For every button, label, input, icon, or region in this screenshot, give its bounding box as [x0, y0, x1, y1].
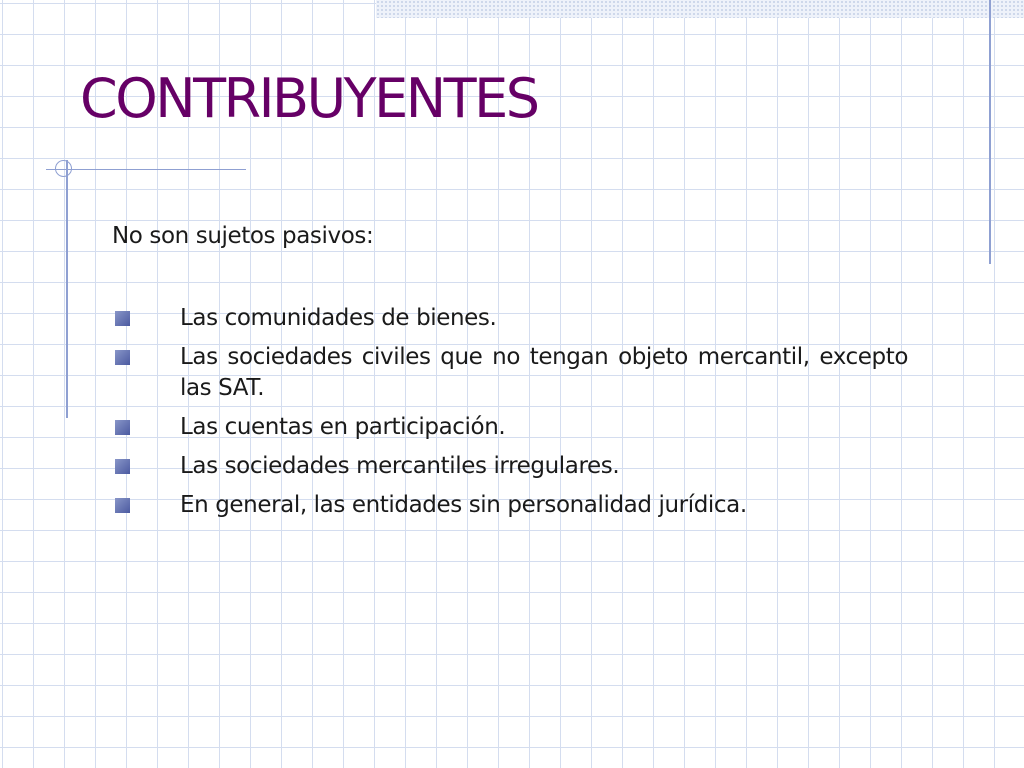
- slide-title: CONTRIBUYENTES: [80, 67, 538, 130]
- list-item-text: Las sociedades civiles que no tengan objeto mercantil, excepto las SAT.: [180, 344, 908, 401]
- intro-text: No son sujetos pasivos:: [112, 223, 374, 249]
- list-item: [112, 490, 908, 521]
- square-bullet-icon: [115, 350, 130, 365]
- top-decorative-band: [376, 0, 1024, 18]
- list-item: [112, 303, 908, 334]
- left-decorative-line: [66, 160, 68, 418]
- bullet-list: [112, 303, 908, 529]
- circle-ornament-icon: [55, 160, 72, 177]
- list-item-text: Las cuentas en participación.: [180, 414, 506, 440]
- list-item: [112, 451, 908, 482]
- list-item: [112, 342, 908, 404]
- square-bullet-icon: [115, 498, 130, 513]
- square-bullet-icon: [115, 311, 130, 326]
- square-bullet-icon: [115, 420, 130, 435]
- right-decorative-line: [989, 0, 991, 264]
- list-item-text: Las comunidades de bienes.: [180, 305, 497, 331]
- list-item-text: En general, las entidades sin personalidad jurídica.: [180, 492, 747, 518]
- list-item: [112, 412, 908, 443]
- square-bullet-icon: [115, 459, 130, 474]
- list-item-text: Las sociedades mercantiles irregulares.: [180, 453, 620, 479]
- title-underline-decoration: [46, 169, 246, 170]
